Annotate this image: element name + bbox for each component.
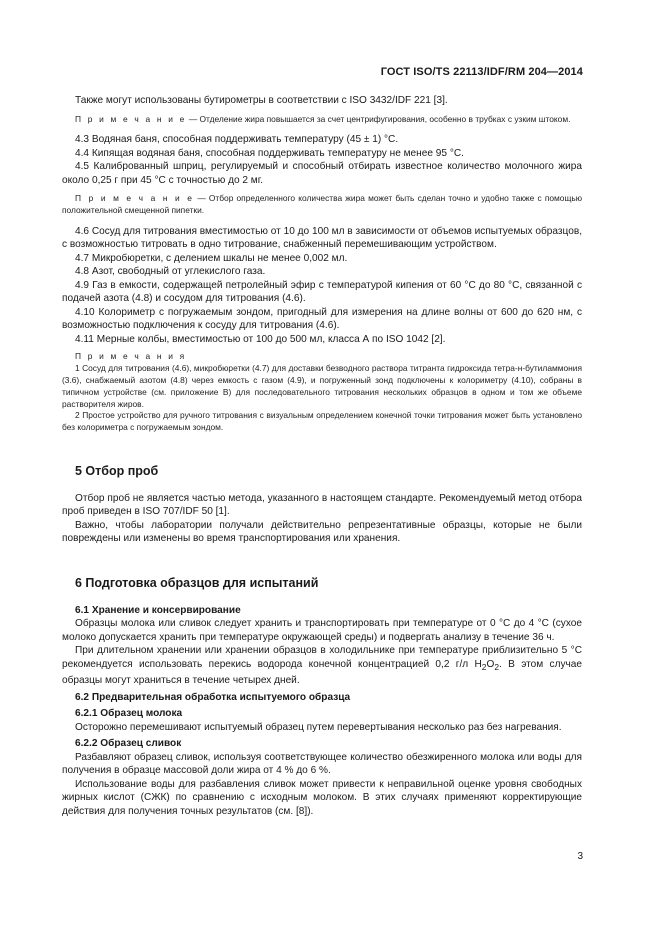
page-number: 3 bbox=[577, 851, 583, 862]
item-4-4: 4.4 Кипящая водяная баня, способная поддерживать температуру не менее 95 °C. bbox=[75, 147, 464, 159]
paragraph-6-2-2-dilution: Разбавляют образец сливок, используя соответствующее количество обезжиренного молока или воды для получения в образце массовой доли жира от 4 % до 6 %. bbox=[62, 751, 582, 777]
subsection-6-1-title: 6.1 Хранение и консервирование bbox=[75, 604, 241, 616]
note-1-titration-setup: 1 Сосуд для титрования (4.6), микробюретки (4.7) для доставки безводного раствора титранта гидроксида тетра-н-бутиламмония (3.6), снабжаемый азотом (4.8) через емкость с газом (4.9), и погруженный зонд подключены к колориметру (4.10), собраны в типичном устройстве (см. приложение В) для последовательного титрования нескольких образцов в одном и том же объеме растворителя жиров. bbox=[62, 363, 582, 409]
note-2-manual-titration: 2 Простое устройство для ручного титрования с визуальным определением конечной точки титрования может быть установлено без колориметра с погружаемым зондом. bbox=[62, 410, 582, 433]
note-text: — Отделение жира повышается за счет центрифугирования, особенно в трубках с узким штоком. bbox=[186, 113, 571, 124]
item-4-7: 4.7 Микробюретки, с делением шкалы не менее 0,002 мл. bbox=[75, 252, 348, 264]
subscript: 2 bbox=[481, 661, 487, 672]
paragraph-6-1-preservation bbox=[62, 644, 582, 688]
item-4-5: 4.5 Калиброванный шприц, регулируемый и способный отбирать известное количество молочного жира около 0,25 г при 45 °C с точностью до 2 мг. bbox=[62, 161, 582, 186]
subsection-6-2-1-title: 6.2.1 Образец молока bbox=[75, 708, 183, 720]
page-body bbox=[62, 92, 582, 818]
paragraph-6-1-storage: Образцы молока или сливок следует хранить и транспортировать при температуре от 0 °C до 4 °C (сухое молоко допускается хранить при температуре окружающей среды) и подвергать анализу в течение 36 ч. bbox=[62, 618, 582, 643]
note-text: — Отбор определенного количества жира может быть сделан точно и удобно также с помощью положительной смещенной пипетки. bbox=[62, 193, 582, 216]
section-6-title: 6 Подготовка образцов для испытаний bbox=[75, 575, 319, 590]
item-4-11: 4.11 Мерные колбы, вместимостью от 100 до 500 мл, класса А по ISO 1042 [2]. bbox=[75, 333, 446, 345]
section-5-paragraph-1: Отбор проб не является частью метода, указанного в настоящем стандарте. Рекомендуемый метод отбора проб приведен в ISO 707/IDF 50 [1]. bbox=[62, 492, 582, 518]
text-run: При длительном хранении или хранении образцов в холодильнике при температуре приблизительно 5 °C рекомендуется использовать перекись водорода конечной концентрацией 0,2 г/л H bbox=[62, 645, 582, 670]
note-label: П р и м е ч а н и е bbox=[75, 113, 187, 124]
item-4-6: 4.6 Сосуд для титрования вместимостью от 10 до 100 мл в зависимости от объемов испытуемых образцов, с возможностью титровать в одно титрование, снабженный перемешивающим устройством. bbox=[62, 225, 582, 251]
item-4-8: 4.8 Азот, свободный от углекислого газа. bbox=[75, 266, 266, 278]
text-run: . В этом случае образцы могут храниться в течение четырех дней. bbox=[62, 658, 582, 687]
note-label: П р и м е ч а н и е bbox=[75, 193, 195, 204]
item-4-9: 4.9 Газ в емкости, содержащей петролейный эфир с температурой кипения от 60 °C до 80 °C, связанной с подачей азота (4.8) и сосудом для титрования (4.6). bbox=[62, 279, 582, 305]
note-pipette bbox=[62, 193, 582, 217]
paragraph-6-2-2-water: Использование воды для разбавления сливок может привести к неправильной оценке уровня свободных жирных кислот (СЖК) по сравнению с исходным молоком. В этих случаях применяют корректирующие действия для получения точных результатов (см. [8]). bbox=[62, 778, 582, 817]
paragraph-butyrometers: Также могут использованы бутирометры в соответствии с ISO 3432/IDF 221 [3]. bbox=[75, 95, 448, 106]
subsection-6-2-2-title: 6.2.2 Образец сливок bbox=[75, 738, 182, 750]
text-run: O bbox=[486, 658, 495, 670]
item-4-10: 4.10 Колориметр с погружаемым зондом, пригодный для измерения на длине волны от 600 до 620 нм, с возможностью подключения к сосуду для титрования (4.6). bbox=[62, 306, 582, 332]
notes-label: П р и м е ч а н и я bbox=[75, 351, 187, 362]
paragraph-6-2-1: Осторожно перемешивают испытуемый образец путем перевертывания несколько раз без нагревания. bbox=[75, 721, 562, 733]
item-4-3: 4.3 Водяная баня, способная поддерживать температуру (45 ± 1) °C. bbox=[75, 134, 399, 146]
section-5-title: 5 Отбор проб bbox=[75, 463, 159, 478]
subsection-6-2-title: 6.2 Предварительная обработка испытуемого образца bbox=[75, 691, 351, 703]
note-fat-separation bbox=[62, 114, 582, 126]
standard-id-header: ГОСТ ISO/TS 22113/IDF/RM 204—2014 bbox=[380, 66, 583, 78]
section-5-paragraph-2: Важно, чтобы лаборатории получали действительно репрезентативные образцы, которые не были повреждены или изменены во время транспортирования или хранения. bbox=[62, 519, 582, 545]
subscript: 2 bbox=[494, 661, 500, 672]
